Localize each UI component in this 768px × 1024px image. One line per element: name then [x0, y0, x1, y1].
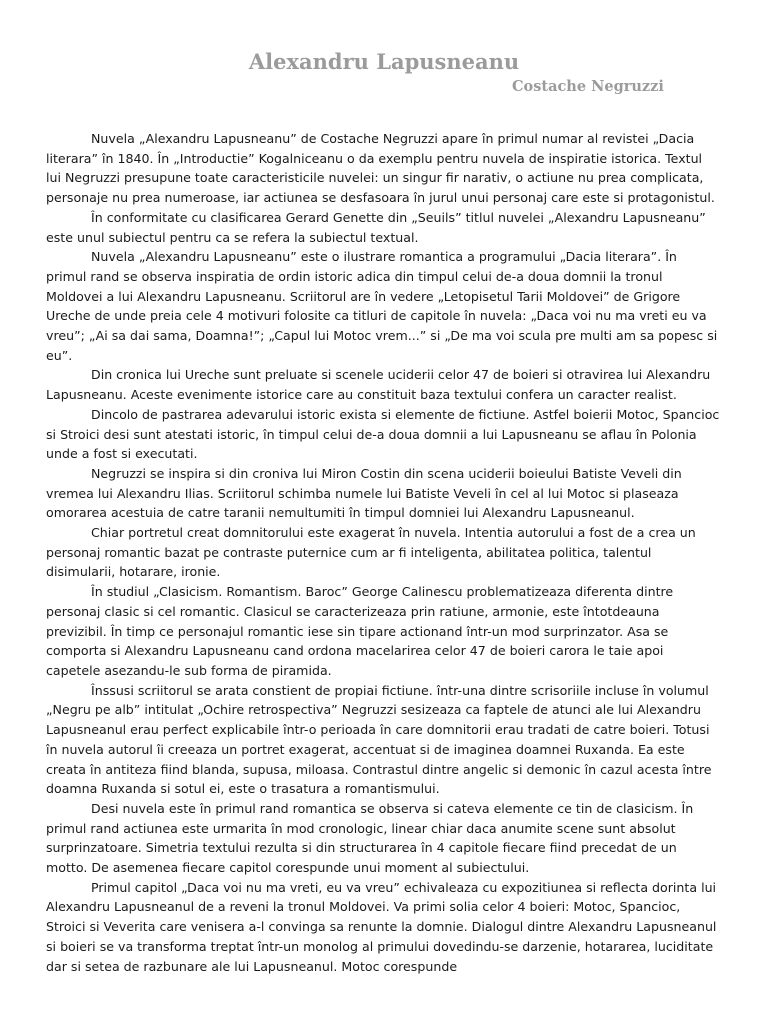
paragraph: Nuvela „Alexandru Lapusneanu” este o ilustrare romantica a programului „Dacia literara”. În primul rand se observa inspiratia de ordin istoric adica din timpul celui de-a doua domnii la tronul Moldovei a lui Alexandru Lapusneanu. Scriitorul are în vedere „Letopisetul Tarii Moldovei” de Grigore Ureche de unde preia cele 4 motivuri folosite ca titluri de capitole în nuvela: „Daca voi nu ma vreti eu va vreu”; „Ai sa dai sama, Doamna!”; „Capul lui Motoc vrem...” si „De ma voi scula pre multi am sa popesc si eu”.	[46, 249, 718, 363]
document-body	[46, 129, 720, 976]
paragraph: Nuvela „Alexandru Lapusneanu” de Costache Negruzzi apare în primul numar al revistei „Dacia literara” în 1840. În „Introductie” Kogalniceanu o da exemplu pentru nuvela de inspiratie istorica. Textul lui Negruzzi presupune toate caracteristicile nuvelei: un singur fir narativ, o actiune nu prea complicata, personaje nu prea numeroase, iar actiunea se desfasoara în jurul unui personaj care este si protagonistul.	[46, 131, 715, 206]
paragraph: Dincolo de pastrarea adevarului istoric exista si elemente de fictiune. Astfel boierii Motoc, Spancioc si Stroici desi sunt atestati istoric, în timpul celui de-a doua domnii a lui Lapusneanu se aflau în Polonia unde a fost si executati.	[46, 406, 720, 462]
paragraph: Înssusi scriitorul se arata constient de propiai fictiune. într-una dintre scrisoriile incluse în volumul „Negru pe alb” intitulat „Ochire retrospectiva” Negruzzi sesizeaza ca faptele de atunci ale lui Alexandru Lapusneanul erau perfect explicabile într-o perioada în care domnitorii erau tradati de catre boieri. Totusi în nuvela autorul îi creeaza un portret exagerat, accentuat si de imaginea doamnei Ruxanda. Ea este creata în antiteza fiind blanda, supusa, miloasa. Contrastul dintre angelic si demonic în cazul acesta între doamna Ruxanda si sotul ei, este o trasatura a romantismului.	[46, 682, 712, 797]
paragraph: Din cronica lui Ureche sunt preluate si scenele uciderii celor 47 de boieri si otravirea lui Alexandru Lapusneanu. Aceste evenimente istorice care au constituit baza textului confera un caracter realist.	[46, 367, 711, 403]
document-author: Costache Negruzzi	[512, 78, 664, 95]
paragraph: Desi nuvela este în primul rand romantica se observa si cateva elemente ce tin de clasicism. În primul rand actiunea este urmarita în mod cronologic, linear chiar daca anumite scene sunt absolut surprinzatoare. Simetria textului rezulta si din structurarea în 4 capitole fiecare fiind precedat de un motto. De asemenea fiecare capitol corespunde unui moment al subiectului.	[46, 800, 694, 876]
paragraph: În studiul „Clasicism. Romantism. Baroc” George Calinescu problematizeaza diferenta dintre personaj clasic si cel romantic. Clasicul se caracterizeaza prin ratiune, armonie, este întotdeauna previzibil. În timp ce personajul romantic iese sin tipare actionand într-un mod surprinzator. Asa se comporta si Alexandru Lapusneanu cand ordona macelarirea celor 47 de boieri carora le taie apoi capetele asezandu-le sub forma de piramida.	[46, 584, 674, 678]
paragraph: Negruzzi se inspira si din croniva lui Miron Costin din scena uciderii boieului Batiste Veveli din vremea lui Alexandru Ilias. Scriitorul schimba numele lui Batiste Veveli în cel al lui Motoc si plaseaza omorarea acestuia de catre taranii nemultumiti în timpul domniei lui Alexandru Lapusneanul.	[46, 465, 682, 521]
document-title: Alexandru Lapusneanu	[248, 49, 520, 74]
paragraph: În conformitate cu clasificarea Gerard Genette din „Seuils” titlul nuvelei „Alexandru Lapusneanu” este unul subiectul pentru ca se refera la subiectul textual.	[46, 209, 706, 245]
paragraph: Chiar portretul creat domnitorului este exagerat în nuvela. Intentia autorului a fost de a crea un personaj romantic bazat pe contraste puternice cum ar fi inteligenta, abilitatea politica, talentul disimularii, hotarare, ironie.	[46, 525, 696, 580]
paragraph: Primul capitol „Daca voi nu ma vreti, eu va vreu” echivaleaza cu expozitiunea si reflecta dorinta lui Alexandru Lapusneanul de a reveni la tronul Moldovei. Va primi solia celor 4 boieri: Motoc, Spancioc, Stroici si Veverita care venisera a-l convinga sa renunte la domnie. Dialogul dintre Alexandru Lapusneanul si boieri se va transforma treptat într-un monolog al primului dovedindu-se darzenie, hotararea, luciditate dar si setea de razbunare ale lui Lapusneanul. Motoc corespunde	[46, 879, 717, 974]
